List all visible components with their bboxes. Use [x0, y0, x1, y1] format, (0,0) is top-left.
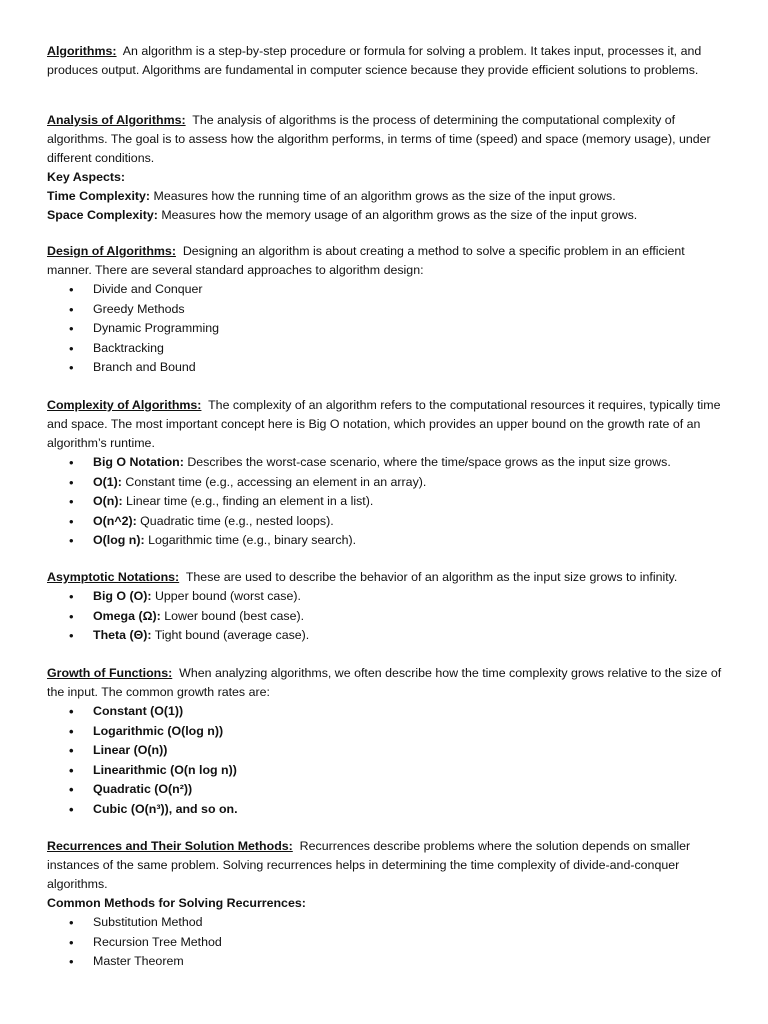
algorithms-heading: Algorithms: — [47, 44, 117, 58]
section-complexity — [47, 396, 727, 551]
growth-text: When analyzing algorithms, we often describe how the time complexity grows relative to the size of the input. The common growth rates are: — [47, 666, 722, 699]
design-text: Designing an algorithm is about creating a method to solve a specific problem in an efficient manner. There are several standard approaches to algorithm design: — [47, 244, 685, 277]
section-algorithms — [47, 42, 727, 80]
design-paragraph — [47, 242, 727, 280]
list-item: • Branch and Bound — [47, 358, 727, 378]
section-recurrences — [47, 837, 727, 972]
item-text: Constant time (e.g., accessing an element in an array). — [125, 474, 427, 489]
item-text: Lower bound (best case). — [164, 608, 305, 623]
list-item: • Logarithmic (O(log n)) — [47, 722, 727, 742]
growth-rates-list — [47, 702, 727, 819]
design-approaches-list — [47, 280, 727, 378]
complexity-heading: Complexity of Algorithms: — [47, 398, 202, 412]
list-item — [47, 492, 727, 512]
item-text: Linear time (e.g., finding an element in a list). — [126, 494, 374, 508]
list-item: • Linear (O(n)) — [47, 741, 727, 761]
recurrence-methods-label: Common Methods for Solving Recurrences: — [47, 896, 306, 910]
section-design — [47, 242, 727, 378]
list-item — [47, 587, 727, 607]
time-complexity-label: Time Complexity: — [47, 189, 151, 203]
complexity-list — [47, 453, 727, 551]
asymptotic-heading: Asymptotic Notations: — [47, 570, 180, 584]
item-label: Big O Notation: — [93, 455, 184, 469]
list-item: • Dynamic Programming — [47, 319, 727, 339]
list-item — [47, 512, 727, 532]
recurrences-text: Recurrences describe problems where the solution depends on smaller instances of the same problem. Solving recurrences helps in determining the time complexity of divide-and-conquer algorithms. — [47, 839, 691, 891]
list-item: • Substitution Method — [47, 913, 727, 933]
list-item — [47, 607, 727, 627]
list-item: • Divide and Conquer — [47, 280, 727, 300]
section-asymptotic — [47, 568, 727, 646]
list-item: • Master Theorem — [47, 952, 727, 972]
item-label: O(log n): — [93, 533, 145, 547]
item-text: Upper bound (worst case). — [154, 589, 301, 603]
asymptotic-paragraph — [47, 568, 727, 587]
list-item — [47, 473, 727, 493]
asymptotic-list — [47, 587, 727, 646]
item-text: Logarithmic time (e.g., binary search). — [148, 533, 357, 547]
section-growth — [47, 664, 727, 819]
list-item: • Recursion Tree Method — [47, 933, 727, 953]
item-text: Tight bound (average case). — [154, 628, 310, 642]
complexity-text: The complexity of an algorithm refers to the computational resources it requires, typically time and space. The most important concept here is Big O notation, which provides an upper bound on the growth rate of an algorithm’s runtime. — [47, 398, 721, 450]
analysis-text: The analysis of algorithms is the process of determining the computational complexity of algorithms. The goal is to assess how the algorithm performs, in terms of time (speed) and space (memory usage), under different conditions. — [47, 113, 711, 165]
key-aspects-label: Key Aspects: — [47, 170, 126, 184]
analysis-heading: Analysis of Algorithms: — [47, 113, 186, 127]
list-item: • Quadratic (O(n²)) — [47, 780, 727, 800]
list-item: • Cubic (O(n³)), and so on. — [47, 800, 727, 820]
time-complexity-text: Measures how the running time of an algorithm grows as the size of the input grows. — [153, 189, 616, 203]
item-label: O(1): — [93, 474, 122, 489]
complexity-paragraph — [47, 396, 727, 453]
list-item — [47, 626, 727, 646]
list-item: • Greedy Methods — [47, 300, 727, 320]
analysis-paragraph — [47, 111, 727, 168]
recurrences-paragraph — [47, 837, 727, 894]
item-label: Theta (Θ): — [93, 628, 152, 642]
growth-heading: Growth of Functions: — [47, 666, 173, 680]
list-item: • Linearithmic (O(n log n)) — [47, 761, 727, 781]
space-complexity-text: Measures how the memory usage of an algorithm grows as the size of the input grows. — [161, 208, 638, 222]
item-label: O(n): — [93, 494, 123, 508]
item-label: O(n^2): — [93, 513, 137, 528]
list-item — [47, 453, 727, 473]
list-item — [47, 531, 727, 551]
design-heading: Design of Algorithms: — [47, 244, 176, 258]
item-label: Big O (O): — [93, 589, 152, 603]
algorithms-text: An algorithm is a step-by-step procedure or formula for solving a problem. It takes input, processes it, and produces output. Algorithms are fundamental in computer science because they provide efficient solutions to problems. — [47, 44, 702, 77]
item-text: Describes the worst-case scenario, where the time/space grows as the input size grows. — [187, 455, 671, 469]
algorithms-paragraph — [47, 42, 727, 80]
item-label: Omega (Ω): — [93, 608, 161, 623]
growth-paragraph — [47, 664, 727, 702]
space-complexity-label: Space Complexity: — [47, 208, 158, 222]
recurrence-methods-list — [47, 913, 727, 972]
item-text: Quadratic time (e.g., nested loops). — [140, 513, 334, 528]
list-item: • Backtracking — [47, 339, 727, 359]
space-complexity-line — [47, 206, 727, 225]
list-item: • Constant (O(1)) — [47, 702, 727, 722]
section-analysis — [47, 111, 727, 225]
recurrences-heading: Recurrences and Their Solution Methods: — [47, 839, 293, 853]
asymptotic-text: These are used to describe the behavior of an algorithm as the input size grows to infinity. — [185, 570, 678, 584]
time-complexity-line — [47, 187, 727, 206]
